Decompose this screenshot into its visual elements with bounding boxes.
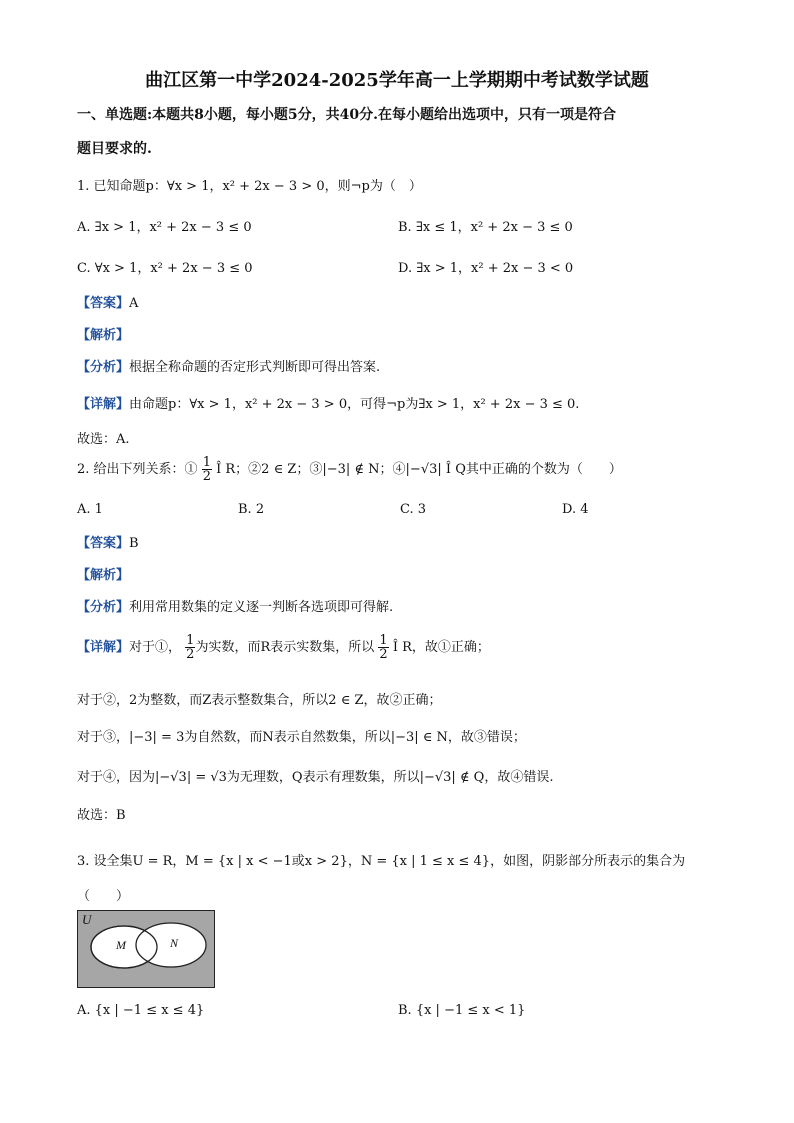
q1-option-c: C. ∀x > 1，x² + 2x − 3 ≤ 0 [77,261,253,276]
q2-stem-prefix: 2. 给出下列关系：① [77,462,198,477]
venn-diagram [77,910,215,988]
xiangjie-tag: 【详解】 [77,640,130,655]
venn-circles [78,911,213,986]
venn-label-m: M [116,938,126,952]
fenxi-text: 根据全称命题的否定形式判断即可得出答案. [129,360,381,375]
venn-label-n: N [170,936,179,950]
fraction-one-half: $\frac{1}{2}$ [186,633,195,662]
section-heading-line1: 一、单选题:本题共8小题，每小题5分，共40分.在每小题给出选项中，只有一项是符合 [77,107,617,123]
q1-analysis-tag: 【解析】 [77,328,130,343]
q2-detail-4: 对于④，因为|−√3| = √3为无理数，Q表示有理数集，所以|−√3| ∉ Q，故④错误. [77,770,554,785]
q3-paren: （ ） [77,889,130,904]
section-heading-line2: 题目要求的. [77,141,152,157]
q2-symbol-1: Î [216,462,222,477]
q2-detail-2: 对于②，2为整数，而Z表示整数集合，所以2 ∈ Z，故②正确； [77,693,442,708]
fraction-one-half: $\frac{1}{2}$ [202,455,211,484]
q2-answer [77,532,139,551]
q2-detail-1: 【详解】对于①， $\frac{1}{2}$ 为实数，而R表示实数集，所以 $\frac{1}{2}$ Î R，故①正确； [77,633,490,662]
q3-stem: 3. 设全集U = R，M = {x | x < −1或x > 2}，N = {x | 1 ≤ x ≤ 4}，如图，阴影部分所表示的集合为 [77,854,686,869]
fenxi-text: 利用常用数集的定义逐一判断各选项即可得解. [129,600,394,615]
q2-fenxi [77,596,393,615]
venn-label-u: U [82,912,92,927]
answer-value: A [129,296,139,311]
q2-option-d: D. 4 [562,502,589,517]
q1-option-b: B. ∃x ≤ 1，x² + 2x − 3 ≤ 0 [398,220,573,235]
q2-analysis-tag: 【解析】 [77,568,130,583]
fraction-one-half: $\frac{1}{2}$ [379,633,388,662]
q2-conclusion: 故选：B [77,808,126,823]
q2-stem-part2: Q其中正确的个数为（ ） [455,462,622,477]
q2-option-b: B. 2 [238,502,265,517]
q2-symbol-2: Î [445,462,452,477]
xiangjie-tag: 【详解】 [77,397,130,412]
q1-xiangjie [77,393,579,412]
fenxi-tag: 【分析】 [77,360,130,375]
fenxi-tag: 【分析】 [77,600,130,615]
q1-option-a: A. ∃x > 1，x² + 2x − 3 ≤ 0 [77,220,252,235]
q1-stem: 1. 已知命题p：∀x > 1，x² + 2x − 3 > 0，则¬p为（ ） [77,179,422,194]
xiangjie-text: 由命题p：∀x > 1，x² + 2x − 3 > 0，可得¬p为∃x > 1，x² + 2x − 3 ≤ 0. [129,397,580,412]
answer-tag: 【答案】 [77,296,130,311]
answer-value: B [129,536,139,551]
q2-option-c: C. 3 [400,502,427,517]
q1-conclusion: 故选：A. [77,432,130,447]
q1-fenxi [77,356,380,375]
q2-stem-part1: R；②2 ∈ Z；③|−3| ∉ N；④|−√3| [225,462,442,477]
q2-option-a: A. 1 [77,502,103,517]
q2-stem [77,456,622,483]
q3-option-a: A. {x | −1 ≤ x ≤ 4} [77,1003,205,1018]
q3-option-b: B. {x | −1 ≤ x < 1} [398,1003,526,1018]
answer-tag: 【答案】 [77,536,130,551]
q1-answer [77,292,138,311]
q1-option-d: D. ∃x > 1，x² + 2x − 3 < 0 [398,261,574,276]
page-title: 曲江区第一中学2024-2025学年高一上学期期中考试数学试题 [145,70,649,91]
q2-detail-3: 对于③，|−3| = 3为自然数，而N表示自然数集，所以|−3| ∈ N，故③错误； [77,730,526,745]
